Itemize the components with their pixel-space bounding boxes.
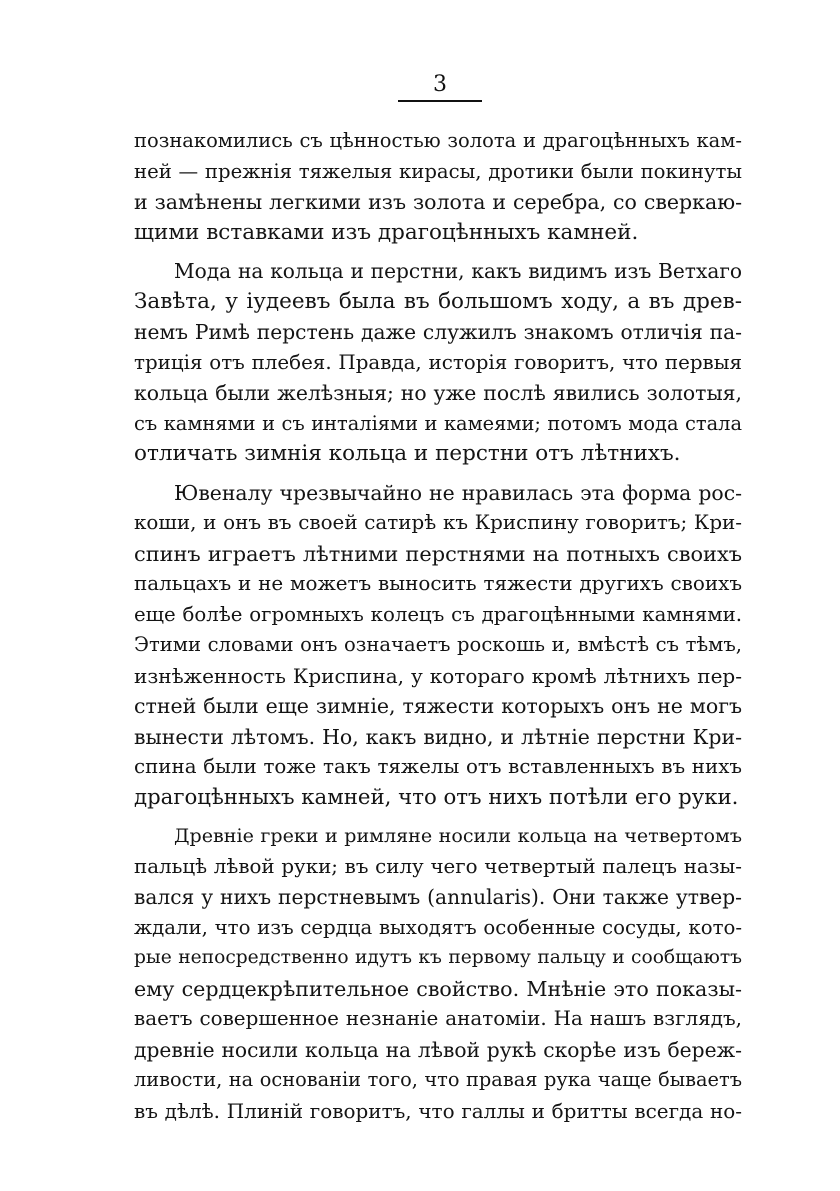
text-line: древніе носили кольца на лѣвой рукѣ скорѣе изъ береж- [134, 1037, 742, 1062]
text-line: кольца были желѣзныя; но уже послѣ явились золотыя, [134, 381, 742, 405]
text-line: Завѣта, у іудеевъ была въ большомъ ходу, а въ древ- [134, 288, 742, 314]
text-line: отличать зимнія кольца и перстни отъ лѣтнихъ. [134, 441, 681, 466]
text-line: щими вставками изъ драгоцѣнныхъ камней. [134, 219, 639, 245]
text-line: коши, и онъ въ своей сатирѣ къ Криспину говоритъ; Кри- [134, 511, 742, 534]
text-line: Древніе греки и римляне носили кольца на четвертомъ [174, 825, 742, 847]
paragraph-2 [134, 256, 742, 470]
text-line: Этими словами онъ означаетъ роскошь и, вмѣстѣ съ тѣмъ, [134, 633, 742, 656]
page-number-rule [398, 100, 482, 102]
text-line: познакомились съ цѣнностью золота и драгоцѣнныхъ кам- [134, 129, 742, 152]
paragraph-4 [134, 821, 742, 1126]
text-line: Мода на кольца и перстни, какъ видимъ изъ Ветхаго [174, 259, 742, 283]
text-line: и замѣнены легкими изъ золота и серебра, со сверкаю- [134, 190, 742, 214]
page-number: 3 [433, 72, 447, 97]
text-line: стней были еще зимніе, тяжести которыхъ онъ не могъ [134, 694, 742, 718]
text-line: рые непосредственно идутъ къ первому пальцу и сообщаютъ [134, 947, 742, 968]
text-line: немъ Римѣ перстень даже служилъ знакомъ отличія па- [134, 320, 742, 344]
text-line: ему сердцекрѣпительное свойство. Мнѣніе это показы- [134, 976, 742, 1001]
text-line: Ювеналу чрезвычайно не нравилась эта форма рос- [174, 480, 742, 505]
text-line: пальцахъ и не можетъ выносить тяжести другихъ своихъ [134, 572, 742, 595]
paragraph-1 [134, 126, 742, 248]
text-line: еще болѣе огромныхъ колецъ съ драгоцѣнными камнями. [134, 602, 742, 626]
text-line: вынести лѣтомъ. Но, какъ видно, и лѣтніе перстни Кри- [134, 724, 742, 749]
text-line: триція отъ плебея. Правда, исторія говоритъ, что первыя [134, 350, 742, 374]
paragraph-3 [134, 478, 742, 814]
text-line: ней — прежнія тяжелыя кирасы, дротики были покинуты [134, 159, 742, 183]
text-line: съ камнями и съ инталіями и камеями; потомъ мода стала [134, 411, 742, 435]
text-line: въ дѣлѣ. Плиній говоритъ, что галлы и бритты всегда но- [134, 1098, 742, 1123]
text-line: спинъ играетъ лѣтними перстнями на потныхъ своихъ [134, 541, 742, 566]
text-line: ждали, что изъ сердца выходятъ особенные сосуды, кото- [134, 915, 742, 939]
text-line: вался у нихъ перстневымъ (annularis). Они также утвер- [134, 885, 742, 909]
text-line: пальцѣ лѣвой руки; въ силу чего четвертый палецъ назы- [134, 854, 742, 878]
text-line: ливости, на основаніи того, что правая рука чаще бываетъ [134, 1068, 742, 1091]
text-line: ваетъ совершенное незнаніе анатоміи. На нашъ взглядъ, [134, 1007, 742, 1030]
text-line: изнѣженность Криспина, у котораго кромѣ лѣтнихъ пер- [134, 663, 742, 688]
body-text [134, 126, 742, 1126]
text-line: спина были тоже такъ тяжелы отъ вставленныхъ въ нихъ [134, 755, 742, 778]
text-line: драгоцѣнныхъ камней, что отъ нихъ потѣли его руки. [134, 784, 739, 810]
